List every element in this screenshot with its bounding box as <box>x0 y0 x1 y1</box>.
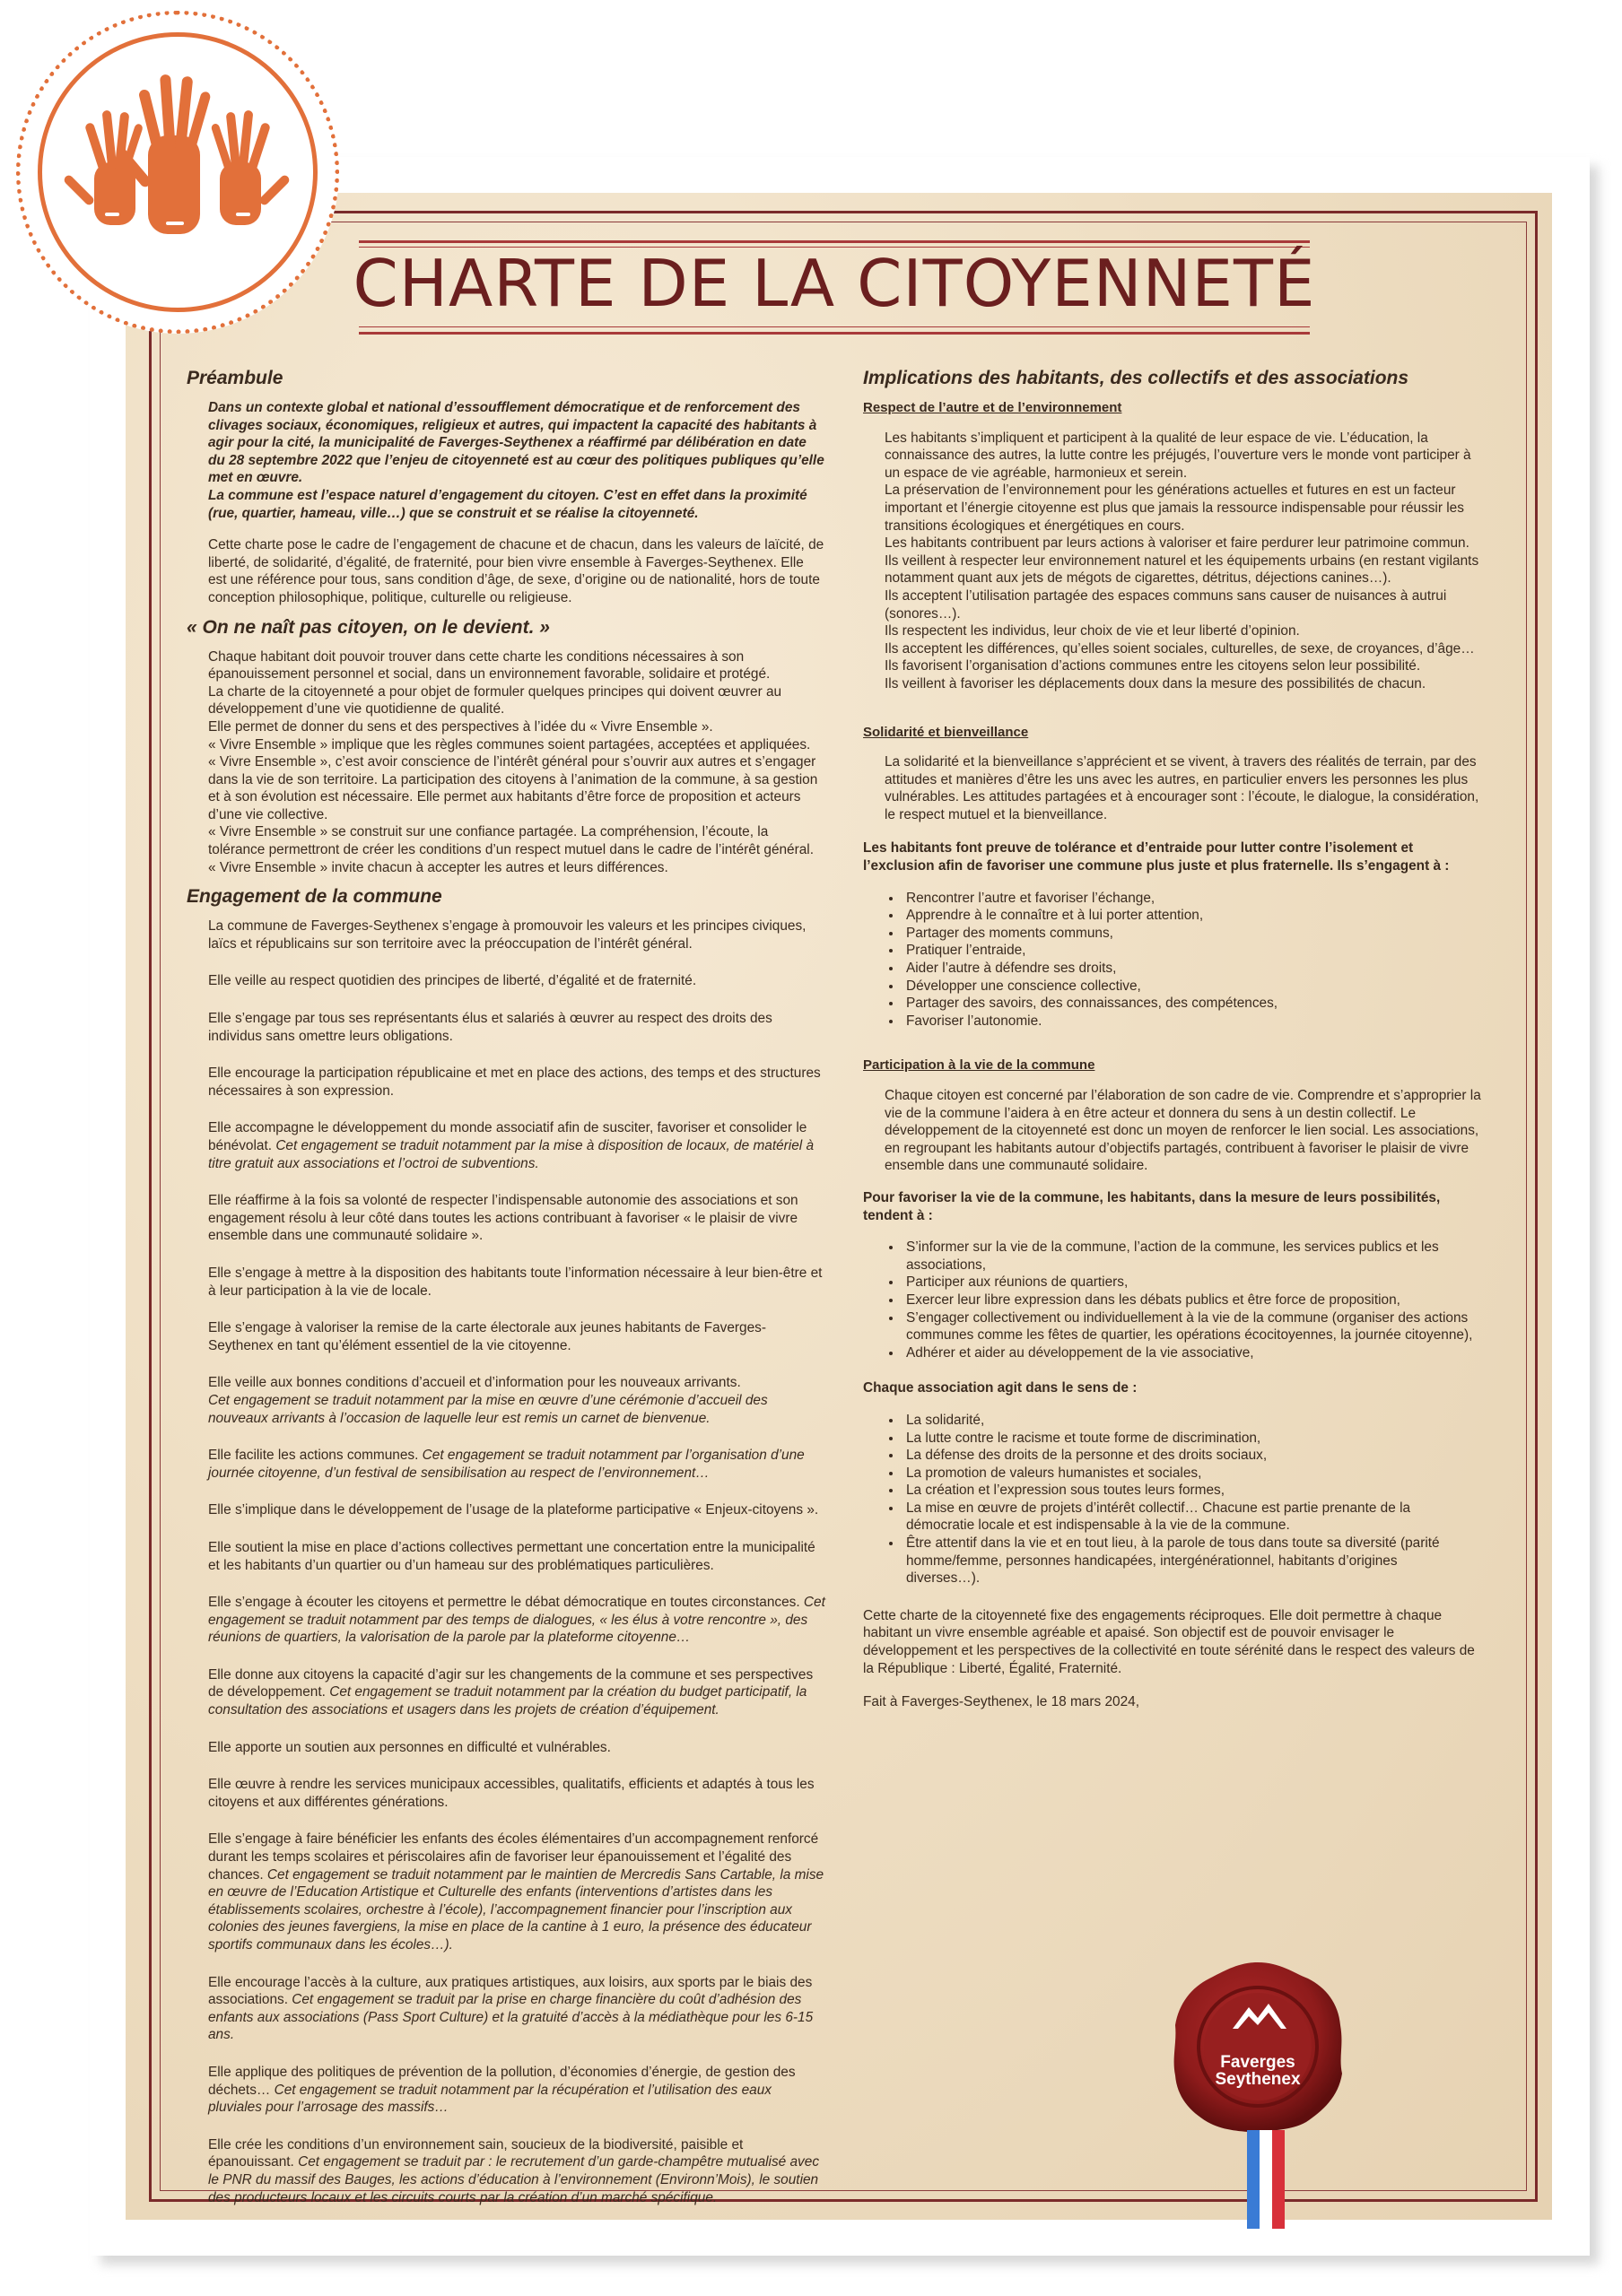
title-rule-top <box>359 240 1310 243</box>
raised-hands-icon <box>42 37 313 308</box>
engagement-italic: Cet engagement se traduit par : le recrutement d’un garde-champêtre mutualisé avec le PNR du massif des Bauges, les actions d’éducation à l’environnement (Environn’Mois), le soutien des producteurs locaux et les circuits courts par la création d’un marché spécifique. <box>208 2154 820 2205</box>
citoyen-line: La charte de la citoyenneté a pour objet de formuler quelques principes qui doivent œuvrer au développement d’une vie quotidienne de qualité. <box>208 683 782 718</box>
engagement-paragraph: Elle s’engage à mettre à la disposition des habitants toute l’information nécessaire à leur bien-être et à leur participation à la vie de locale. <box>208 1265 823 1299</box>
respect-line: Ils veillent à favoriser les déplacements doux dans la mesure des possibilités de chacun. <box>885 675 1426 691</box>
ribbon-white <box>1260 2130 1272 2229</box>
respect-line: La préservation de l’environnement pour les générations actuelles et futures en est un facteur important et l’énergie citoyenne est plus que jamais la ressource indispensable pour réussir les transitions écologiques et énergétiques en cours. <box>885 483 1464 534</box>
citoyen-line: « Vivre Ensemble » implique que les règles communes soient partagées, acceptées et appliquées. <box>208 736 811 752</box>
wax-seal-icon <box>1168 1957 1347 2136</box>
engagement-italic: Cet engagement se traduit notamment par l’organisation d’une journée citoyenne, d’un festival de sensibilisation au respect de l’environnement… <box>208 1448 805 1481</box>
list-item: • Favoriser l’autonomie. <box>903 1013 1484 1031</box>
engagement-paragraph <box>208 1831 825 1953</box>
citoyen-heading: « On ne naît pas citoyen, on le devient. » <box>187 616 550 638</box>
tolerance-text: Les habitants font preuve de tolérance et d’entraide pour lutter contre l’isolement et l’exclusion afin de favoriser une commune plus juste et plus fraternelle. Ils s’engagent à : <box>863 840 1450 874</box>
list-item: • Aider l’autre à défendre ses droits, <box>903 960 1484 978</box>
engagement-text: Elle facilite les actions communes. <box>208 1448 423 1464</box>
citoyen-line: « Vivre Ensemble » se construit sur une confiance partagée. La compréhension, l’écoute, la tolérance permettront de créer les conditions d’un respect mutuel dans le cadre de l’intérêt général. <box>208 824 815 858</box>
seal-label <box>1168 2054 1347 2088</box>
engagement-paragraph: Elle s’engage à valoriser la remise de la carte électorale aux jeunes habitants de Faverges-Seythenex en tant qu’élément essentiel de la vie citoyenne. <box>208 1320 766 1353</box>
citoyen-line: « Vivre Ensemble » invite chacun à accepter les autres et leurs différences. <box>208 859 668 875</box>
respect-line: Ils respectent les individus, leur choix de vie et leur liberté d’opinion. <box>885 623 1300 639</box>
citoyen-line: Chaque habitant doit pouvoir trouver dans cette charte les conditions nécessaires à son épanouissement personnel et social, dans un environnement favorable, solidaire et protégé. <box>208 648 771 683</box>
implications-heading: Implications des habitants, des collectifs et des associations <box>863 368 1409 388</box>
engagement-paragraph: Elle apporte un soutien aux personnes en difficulté et vulnérables. <box>208 1739 611 1755</box>
engagement-italic: Cet engagement se traduit notamment par la création du budget participatif, la consultation des associations et usagers dans les projets de création d’équipement. <box>208 1684 807 1718</box>
engagement-paragraph: Elle s’implique dans le développement de l’usage de la plateforme participative « Enjeux-citoyens ». <box>208 1502 819 1518</box>
title-rule-bottom <box>359 332 1310 335</box>
title-rule-bottom-thin <box>359 326 1310 327</box>
list-item: • S’engager collectivement ou individuellement à la vie de la commune (organiser des actions communes comme les fêtes de quartier, les opérations écocitoyennes, la journée citoyenne), <box>903 1309 1484 1344</box>
page-title: CHARTE DE LA CITOYENNETÉ <box>353 246 1316 321</box>
favoriser-text: Pour favoriser la vie de la commune, les habitants, dans la mesure de leurs possibilités, tendent à : <box>863 1189 1441 1223</box>
list-item: • La mise en œuvre de projets d’intérêt collectif… Chacune est partie prenante de la démocratie locale et est indispensable à la vie de la commune. <box>903 1500 1459 1535</box>
engagement-italic: Cet engagement se traduit notamment par des temps de dialogues, « les élus à votre rencontre », des réunions de quartiers, la valorisation de la parole par la plateforme citoyenne… <box>208 1595 825 1646</box>
engagement-paragraph <box>208 2136 825 2206</box>
list-item: • La promotion de valeurs humanistes et sociales, <box>903 1465 1459 1483</box>
respect-line: Les habitants s’impliquent et participent à la qualité de leur espace de vie. L’éducation, la connaissance des autres, la lutte contre les préjugés, l’ouverture vers le monde vont participer à un espace de vie agréable, harmonieux et serein. <box>885 430 1471 481</box>
engagement-paragraph: La commune de Faverges-Seythenex s’engage à promouvoir les valeurs et les principes civiques, laïcs et républicains sur son territoire avec la préoccupation de l’intérêt général. <box>208 918 807 952</box>
engagement-paragraph: Elle encourage la participation républicaine et met en place des actions, des temps et des structures nécessaires à son expression. <box>208 1065 821 1099</box>
engagement-paragraph: Elle veille au respect quotidien des principes de liberté, d’égalité et de fraternité. <box>208 973 697 989</box>
participation-heading: Participation à la vie de la commune <box>863 1057 1095 1074</box>
engagement-italic: Cet engagement se traduit notamment par la mise à disposition de locaux, de matériel à titre gratuit aux associations et l’octroi de subventions. <box>208 1138 815 1171</box>
association-text: Chaque association agit dans le sens de : <box>863 1380 1138 1396</box>
list-item: • Adhérer et aider au développement de la vie associative, <box>903 1344 1484 1362</box>
engagement-italic: Cet engagement se traduit par la prise en charge financière du coût d’adhésion des enfants aux associations (Pass Sport Culture) et la gratuité d’accès à la médiathèque pour les 6-15 ans. <box>208 1992 814 2043</box>
preambule-bold-2: La commune est l’espace naturel d’engagement du citoyen. C’est en effet dans la proximité (rue, quartier, hameau, ville…) que se construit et se réalise la citoyenneté. <box>208 487 807 521</box>
engagement-paragraph <box>208 1374 825 1427</box>
favoriser-list <box>863 1239 1484 1361</box>
list-item: • La création et l’expression sous toutes leurs formes, <box>903 1482 1459 1500</box>
tolerance-list <box>863 890 1484 1031</box>
respect-heading: Respect de l’autre et de l’environnement <box>863 400 1122 415</box>
citoyen-line: Elle permet de donner du sens et des perspectives à l’idée du « Vivre Ensemble ». <box>208 718 713 735</box>
engagement-paragraph <box>208 1594 825 1647</box>
engagement-italic: Cet engagement se traduit notamment par la récupération et l’utilisation des eaux pluviales pour l’arrosage des massifs… <box>208 2082 772 2116</box>
list-item: • La solidarité, <box>903 1412 1459 1430</box>
citoyen-line: « Vivre Ensemble », c’est avoir conscience de l’intérêt général pour s’ouvrir aux autres et s’engager dans la vie de son territoire. La participation des citoyens à l’animation de la commune, à sa gestion et à son évolution est nécessaire. Elle permet aux habitants d’être force de proposition et acteurs d’une vie collective. <box>208 754 818 822</box>
respect-line: Ils favorisent l’organisation d’actions communes entre les citoyens selon leur possibilité. <box>885 658 1421 674</box>
engagement-paragraph: Elle réaffirme à la fois sa volonté de respecter l’indispensable autonomie des associations et son engagement résolu à leur côté dans toutes les actions contribuant à favoriser « le plaisir de vivre ensemble dans une communauté solidaire ». <box>208 1193 798 1244</box>
seal-line: Faverges <box>1220 2053 1295 2072</box>
list-item: • La lutte contre le racisme et toute forme de discrimination, <box>903 1430 1459 1448</box>
list-item: • Pratiquer l’entraide, <box>903 942 1484 960</box>
engagement-text: Elle veille aux bonnes conditions d’accueil et d’information pour les nouveaux arrivants. <box>208 1375 741 1391</box>
association-list <box>863 1412 1459 1587</box>
list-item: • Partager des moments communs, <box>903 925 1484 943</box>
list-item: • La défense des droits de la personne et des droits sociaux, <box>903 1447 1459 1465</box>
preambule-text: Cette charte pose le cadre de l’engagement de chacune et de chacun, dans les valeurs de laïcité, de liberté, de solidarité, d’égalité, de fraternité, pour bien vivre ensemble à Faverges-Seythenex. Elle est une référence pour tous, sans condition d’âge, de sexe, d’origine ou de nationalité, hors de toute conception philosophique, politique, culturelle ou religieuse. <box>208 537 824 605</box>
engagement-text: Elle accompagne le développement du monde associatif afin de susciter, favoriser et consolider le bénévolat. <box>208 1120 807 1153</box>
participation-text: Chaque citoyen est concerné par l’élaboration de son cadre de vie. Comprendre et s’approprier la vie de la commune l’aidera à en être acteur et donnera du sens à un destin collectif. Le développement de la citoyenneté est donc un moyen de renforcer le lien social. Les associations, en regroupant les habitants autour d’objectifs partagés, contribuent à favoriser le plaisir de vivre ensemble dans une communauté solidaire. <box>885 1088 1481 1174</box>
engagement-paragraph <box>208 1666 825 1719</box>
respect-line: Ils acceptent les différences, qu’elles soient sociales, culturelles, de sexe, de croyances, d’âge… <box>885 640 1475 657</box>
list-item: • Être attentif dans la vie et en tout lieu, à la parole de tous dans toute sa diversité (parité homme/femme, personnes handicapées, intergénérationnel, habitants d’origines diverses…). <box>903 1535 1459 1587</box>
engagement-paragraph <box>208 2064 825 2117</box>
list-item: • Développer une conscience collective, <box>903 978 1484 996</box>
solidarite-heading: Solidarité et bienveillance <box>863 724 1029 740</box>
preambule-bold-1: Dans un contexte global et national d’essoufflement démocratique et de renforcement des clivages sociaux, économiques, religieux et autres, qui impactent la capacité des habitants à agir pour la cité, la municipalité de Faverges-Seythenex a réaffirmé par délibération en date du 28 septembre 2022 que l’enjeu de citoyenneté est au cœur des politiques publiques qu’elle met en œuvre. <box>208 400 824 486</box>
engagement-text: Elle crée les conditions d’un environnement sain, soucieux de la biodiversité, paisible et épanouissant. <box>208 2136 744 2170</box>
list-item: • Partager des savoirs, des connaissances, des compétences, <box>903 995 1484 1013</box>
ribbon-blue <box>1247 2130 1260 2229</box>
conclusion-text: Cette charte de la citoyenneté fixe des engagements réciproques. Elle doit permettre à chaque habitant un vivre ensemble agréable et apaisé. Son objectif est de pouvoir envisager le développement et les perspectives de la collectivité en toute sérénité dans le respect des valeurs de la République : Liberté, Égalité, Fraternité. <box>863 1607 1475 1676</box>
engagement-paragraph: Elle s’engage par tous ses représentants élus et salariés à œuvrer au respect des droits des individus sans omettre leurs obligations. <box>208 1011 772 1044</box>
preambule-heading: Préambule <box>187 368 283 388</box>
list-item: • Rencontrer l’autre et favoriser l’échange, <box>903 890 1484 908</box>
engagement-text: Elle s’engage à écouter les citoyens et permettre le débat démocratique en toutes circonstances. <box>208 1595 804 1611</box>
engagement-paragraph: Elle œuvre à rendre les services municipaux accessibles, qualitatifs, efficients et adaptés à tous les citoyens et aux différentes générations. <box>208 1777 815 1810</box>
solidarite-text: La solidarité et la bienveillance s’apprécient et se vivent, à travers des réalités de terrain, par des attitudes et manières d’être les uns avec les autres, en particulier envers les personnes les plus vulnérables. Les attitudes partagées et à encourager sont : l’écoute, le dialogue, la considération, le respect mutuel et la bienveillance. <box>885 754 1479 822</box>
list-item: • Participer aux réunions de quartiers, <box>903 1274 1484 1292</box>
badge-inner-ring <box>38 32 318 312</box>
engagement-italic: Cet engagement se traduit notamment par le maintien de Mercredis Sans Cartable, la mise en œuvre de l’Education Artistique et Culturelle des enfants (interventions d’artistes dans les établissements scolaires, orchestre à l’école), l’accompagnement financier pour l’inscription aux colonies des jeunes favergiens, la mise en place de la cantine à 1 euro, la présence des éducateur sportifs communaux dans les écoles…). <box>208 1866 824 1952</box>
left-column <box>187 363 825 2226</box>
list-item: • S’informer sur la vie de la commune, l’action de la commune, les services publics et les associations, <box>903 1239 1484 1274</box>
right-column <box>863 363 1484 1718</box>
engagement-text: Elle donne aux citoyens la capacité d’agir sur les changements de la commune et ses perspectives de développement. <box>208 1666 814 1700</box>
respect-line: Les habitants contribuent par leurs actions à valoriser et faire perdurer leur patrimoine commun. <box>885 535 1469 552</box>
respect-line: Ils acceptent l’utilisation partagée des espaces communs sans causer de nuisances à autrui (sonores…). <box>885 587 1447 622</box>
list-item: • Exercer leur libre expression dans les débats publics et être force de proposition, <box>903 1292 1484 1309</box>
engagement-paragraph <box>208 1447 825 1482</box>
engagement-paragraph: Elle soutient la mise en place d’actions collectives permettant une concertation entre la municipalité et les habitants d’un quartier ou d’un hameau sur des problématiques particulières. <box>208 1539 815 1573</box>
engagement-heading: Engagement de la commune <box>187 886 442 908</box>
respect-line: Ils veillent à respecter leur environnement naturel et les équipements urbains (en restant vigilants notamment quant aux jets de mégots de cigarettes, détritus, déjections canines…). <box>885 552 1479 587</box>
seal-line: Seythenex <box>1215 2070 1301 2089</box>
engagement-text: Elle applique des politiques de prévention de la pollution, d’économies d’énergie, de gestion des déchets… <box>208 2064 796 2098</box>
engagement-italic: Cet engagement se traduit notamment par la mise en œuvre d’une cérémonie d’accueil des nouveaux arrivants à l’occasion de laquelle leur est remis un carnet de bienvenue. <box>208 1392 768 1426</box>
ribbon-red <box>1272 2130 1285 2229</box>
signature-line: Fait à Faverges-Seythenex, le 18 mars 2024, <box>863 1694 1139 1710</box>
engagement-text: Elle s’engage à faire bénéficier les enfants des écoles élémentaires d’un accompagnement renforcé durant les temps scolaires et périscolaires afin de favoriser leur épanouissement et l’égalité des chances. <box>208 1831 819 1883</box>
engagement-text: Elle encourage l’accès à la culture, aux pratiques artistiques, aux loisirs, aux sports par le biais des associations. <box>208 1974 813 2008</box>
list-item: • Apprendre à le connaître et à lui porter attention, <box>903 907 1484 925</box>
engagement-paragraph <box>208 1974 825 2044</box>
engagement-paragraph <box>208 1119 825 1172</box>
